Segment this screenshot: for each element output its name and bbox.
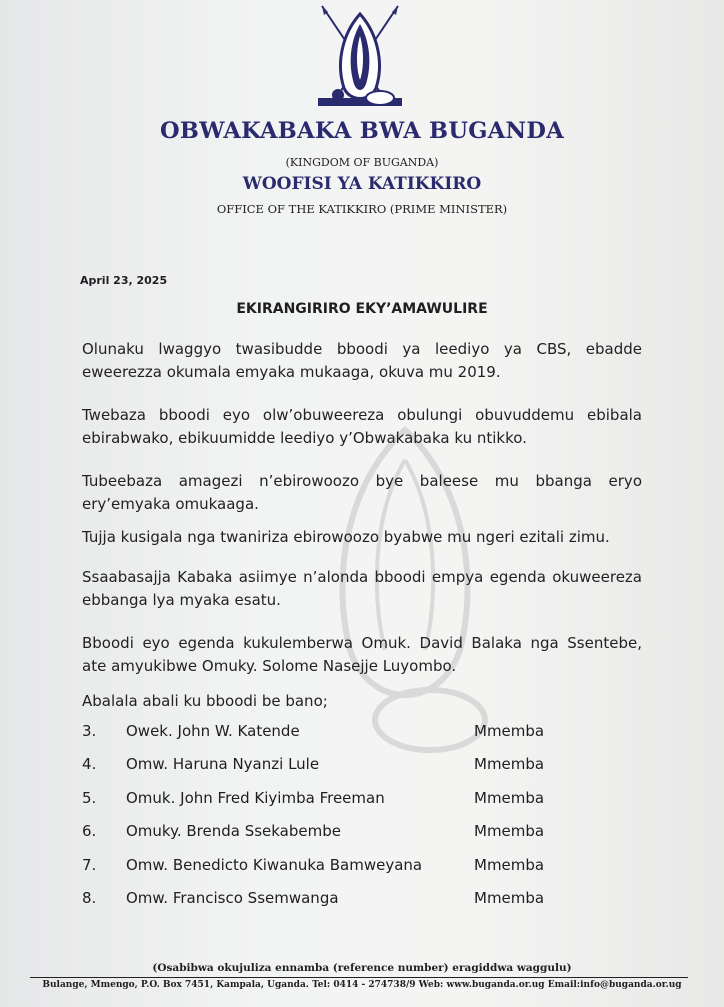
paragraph-line: ebbanga lya myaka esatu. (82, 591, 281, 609)
member-role: Mmemba (474, 822, 545, 841)
member-role: Mmemba (474, 755, 545, 774)
paragraph-line: Tujja kusigala nga twaniriza ebirowoozo byabwe mu ngeri ezitali zimu. (82, 528, 610, 546)
office-title-english: OFFICE OF THE KATIKKIRO (PRIME MINISTER) (216, 202, 508, 216)
member-role: Mmemba (474, 889, 545, 907)
member-number: 4. (82, 755, 97, 774)
paragraph-line: ebirabwako, ebikuumidde leediyo y’Obwakabaka ku ntikko. (82, 429, 527, 447)
member-number: 8. (82, 889, 97, 907)
reference-note: (Osabibwa okujuliza ennamba (reference number) eragiddwa waggulu) (152, 962, 572, 974)
buganda-crest-icon (314, 2, 406, 120)
member-role: Mmemba (474, 855, 545, 874)
paragraph-line: eweerezza okumala emyaka mukaaga, okuva mu 2019. (82, 363, 501, 381)
member-name: Omw. Haruna Nyanzi Lule (126, 755, 320, 774)
member-number: 3. (82, 722, 97, 740)
footer-address: Bulange, Mmengo, P.O. Box 7451, Kampala, Uganda. Tel: 0414 - 274738/9 Web: www.buganda.or.ug Email:info@buganda.or.ug (42, 980, 682, 990)
member-role: Mmemba (474, 722, 545, 740)
letter-date: April 23, 2025 (80, 274, 168, 287)
paragraph-line: Olunaku lwaggyo twasibudde bboodi ya leediyo ya CBS, ebadde (82, 340, 642, 358)
press-release-heading: EKIRANGIRIRO EKY’AMAWULIRE (236, 301, 488, 317)
kingdom-title-english: (KINGDOM OF BUGANDA) (285, 156, 439, 169)
paragraph-line: Ssaabasajja Kabaka asiimye n’alonda bboodi empya egenda okuweereza (82, 568, 642, 586)
member-number: 6. (82, 822, 97, 841)
member-name: Owek. John W. Katende (126, 722, 300, 740)
member-number: 7. (82, 855, 97, 874)
member-row (82, 889, 562, 913)
paragraph-line: ery’emyaka omukaaga. (82, 495, 259, 513)
member-row (82, 822, 562, 846)
footer-divider (30, 977, 688, 978)
member-name: Omw. Francisco Ssemwanga (126, 889, 339, 907)
paragraph-line: Twebaza bboodi eyo olw’obuweereza obulungi obuvuddemu ebibala (82, 406, 642, 424)
member-row (82, 856, 562, 880)
kingdom-title: OBWAKABAKA BWA BUGANDA (160, 118, 564, 144)
member-name: Omuky. Brenda Ssekabembe (126, 822, 341, 841)
member-row (82, 722, 562, 746)
member-row (82, 755, 562, 779)
paragraph-line: ate amyukibwe Omuky. Solome Nasejje Luyombo. (82, 657, 457, 675)
office-title: WOOFISI YA KATIKKIRO (242, 174, 482, 194)
member-name: Omuk. John Fred Kiyimba Freeman (126, 788, 385, 807)
member-name: Omw. Benedicto Kiwanuka Bamweyana (126, 855, 423, 874)
paragraph-line: Bboodi eyo egenda kukulemberwa Omuk. David Balaka nga Ssentebe, (82, 634, 642, 652)
paragraph-line: Tubeebaza amagezi n’ebirowoozo bye baleese mu bbanga eryo (82, 472, 642, 490)
paragraph-line: Abalala abali ku bboodi be bano; (82, 692, 328, 710)
member-number: 5. (82, 788, 97, 807)
member-role: Mmemba (474, 788, 545, 807)
member-row (82, 789, 562, 813)
